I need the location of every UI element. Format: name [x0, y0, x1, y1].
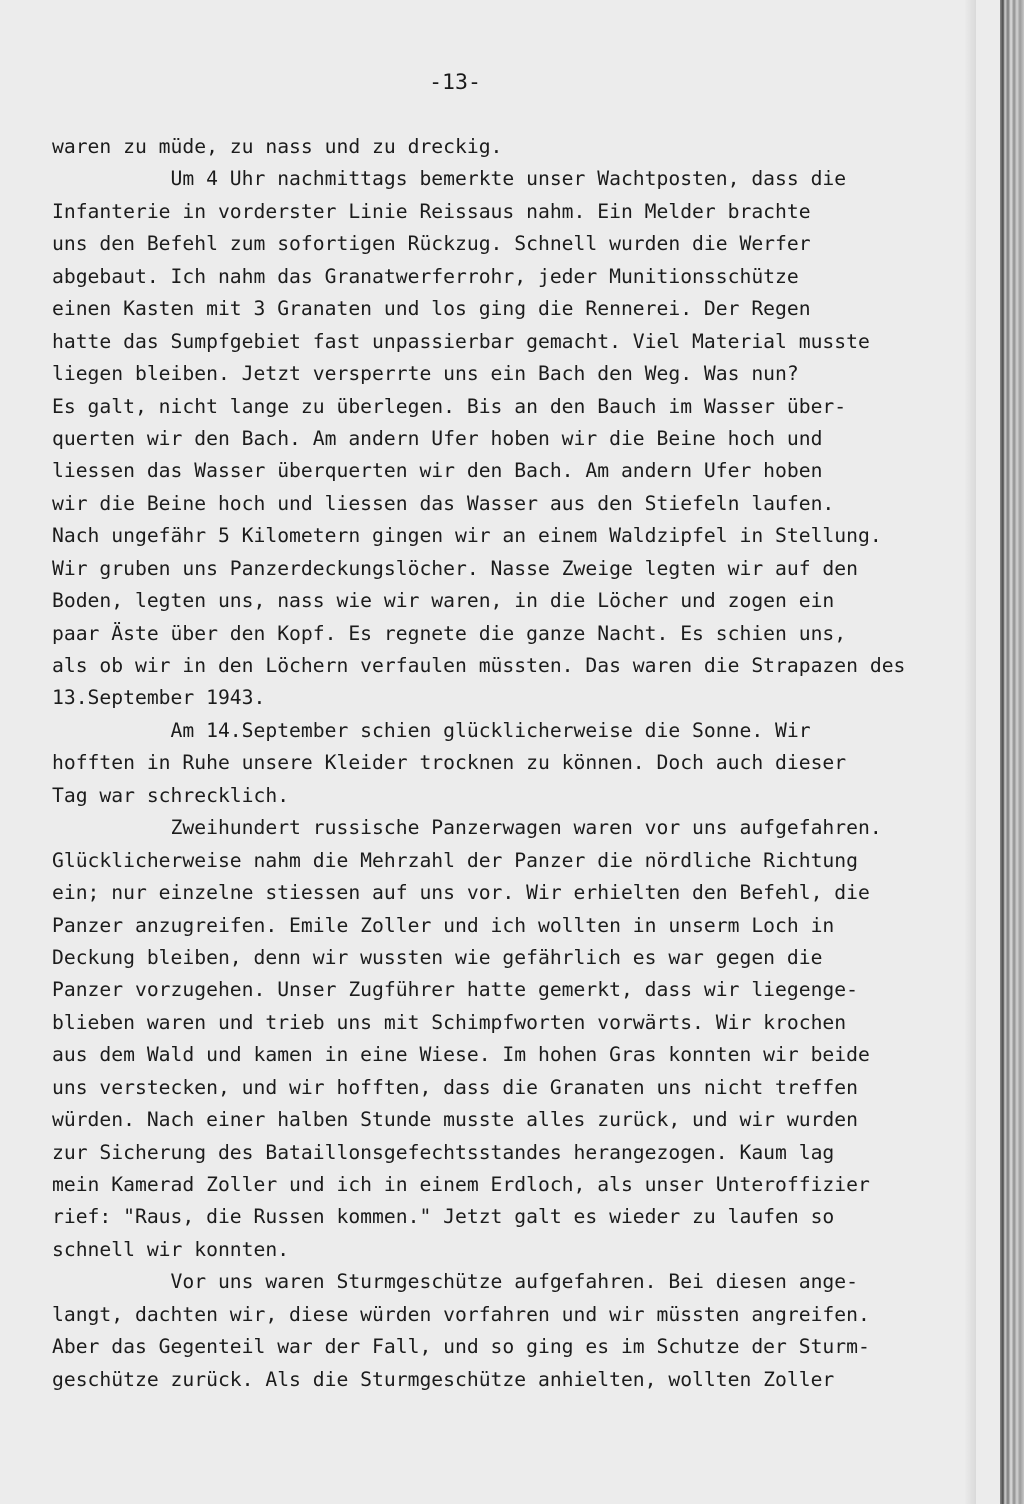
text-line: liegen bleiben. Jetzt versperrte uns ein Bach den Weg. Was nun?: [52, 362, 799, 386]
text-line: würden. Nach einer halben Stunde musste alles zurück, und wir wurden: [52, 1108, 858, 1132]
text-line: langt, dachten wir, diese würden vorfahren und wir müssten angreifen.: [52, 1302, 870, 1326]
text-line: liessen das Wasser überquerten wir den Bach. Am andern Ufer hoben: [52, 459, 823, 483]
text-line: hofften in Ruhe unsere Kleider trocknen zu können. Doch auch dieser: [52, 751, 847, 775]
book-page-edges: [1000, 0, 1024, 1504]
text-line: Infanterie in vorderster Linie Reissaus nahm. Ein Melder brachte: [52, 199, 811, 223]
text-line: schnell wir konnten.: [52, 1237, 290, 1261]
text-line: Wir gruben uns Panzerdeckungslöcher. Nasse Zweige legten wir auf den: [52, 556, 858, 580]
text-line: uns den Befehl zum sofortigen Rückzug. Schnell wurden die Werfer: [52, 232, 811, 256]
text-line: Panzer vorzugehen. Unser Zugführer hatte gemerkt, dass wir liegenge-: [52, 978, 858, 1002]
text-line: Am 14.September schien glücklicherweise die Sonne. Wir: [52, 718, 811, 742]
text-line: Aber das Gegenteil war der Fall, und so ging es im Schutze der Sturm-: [52, 1335, 870, 1359]
text-line: uns verstecken, und wir hofften, dass die Granaten uns nicht treffen: [52, 1075, 858, 1099]
text-line: als ob wir in den Löchern verfaulen müssten. Das waren die Strapazen des: [52, 654, 906, 677]
text-line: Glücklicherweise nahm die Mehrzahl der Panzer die nördliche Richtung: [52, 848, 858, 872]
text-line: mein Kamerad Zoller und ich in einem Erdloch, als unser Unteroffizier: [52, 1173, 870, 1196]
text-line: querten wir den Bach. Am andern Ufer hoben wir die Beine hoch und: [52, 426, 823, 450]
text-line: Nach ungefähr 5 Kilometern gingen wir an einem Waldzipfel in Stellung.: [52, 524, 882, 548]
page-number: -13-: [429, 70, 481, 95]
text-line: geschütze zurück. Als die Sturmgeschütze anhielten, wollten Zoller: [52, 1367, 835, 1391]
text-line: Panzer anzugreifen. Emile Zoller und ich wollten in unserm Loch in: [52, 913, 835, 937]
body-text: [52, 131, 992, 1396]
text-line: rief: "Raus, die Russen kommen." Jetzt galt es wieder zu laufen so: [52, 1205, 835, 1229]
text-line: waren zu müde, zu nass und zu dreckig.: [52, 135, 503, 158]
text-line: Zweihundert russische Panzerwagen waren vor uns aufgefahren.: [52, 816, 882, 840]
text-line: hatte das Sumpfgebiet fast unpassierbar gemacht. Viel Material musste: [52, 329, 870, 353]
text-line: Deckung bleiben, denn wir wussten wie gefährlich es war gegen die: [52, 945, 823, 969]
text-line: abgebaut. Ich nahm das Granatwerferrohr, jeder Munitionsschütze: [52, 264, 799, 288]
text-line: zur Sicherung des Bataillonsgefechtsstandes herangezogen. Kaum lag: [52, 1140, 835, 1164]
page-shadow: [964, 0, 976, 1504]
text-line: aus dem Wald und kamen in eine Wiese. Im hohen Gras konnten wir beide: [52, 1043, 870, 1067]
text-line: paar Äste über den Kopf. Es regnete die ganze Nacht. Es schien uns,: [52, 621, 847, 645]
text-line: Vor uns waren Sturmgeschütze aufgefahren. Bei diesen ange-: [52, 1270, 858, 1294]
text-line: einen Kasten mit 3 Granaten und los ging die Rennerei. Der Regen: [52, 297, 811, 321]
text-line: wir die Beine hoch und liessen das Wasser aus den Stiefeln laufen.: [52, 491, 835, 515]
text-line: Es galt, nicht lange zu überlegen. Bis an den Bauch im Wasser über-: [52, 394, 847, 418]
text-line: Tag war schrecklich.: [52, 783, 290, 807]
text-line: blieben waren und trieb uns mit Schimpfworten vorwärts. Wir krochen: [52, 1010, 847, 1034]
text-line: 13.September 1943.: [52, 686, 266, 710]
text-line: Boden, legten uns, nass wie wir waren, in die Löcher und zogen ein: [52, 589, 835, 613]
text-line: ein; nur einzelne stiessen auf uns vor. Wir erhielten den Befehl, die: [52, 881, 870, 905]
text-line: Um 4 Uhr nachmittags bemerkte unser Wachtposten, dass die: [52, 167, 847, 191]
